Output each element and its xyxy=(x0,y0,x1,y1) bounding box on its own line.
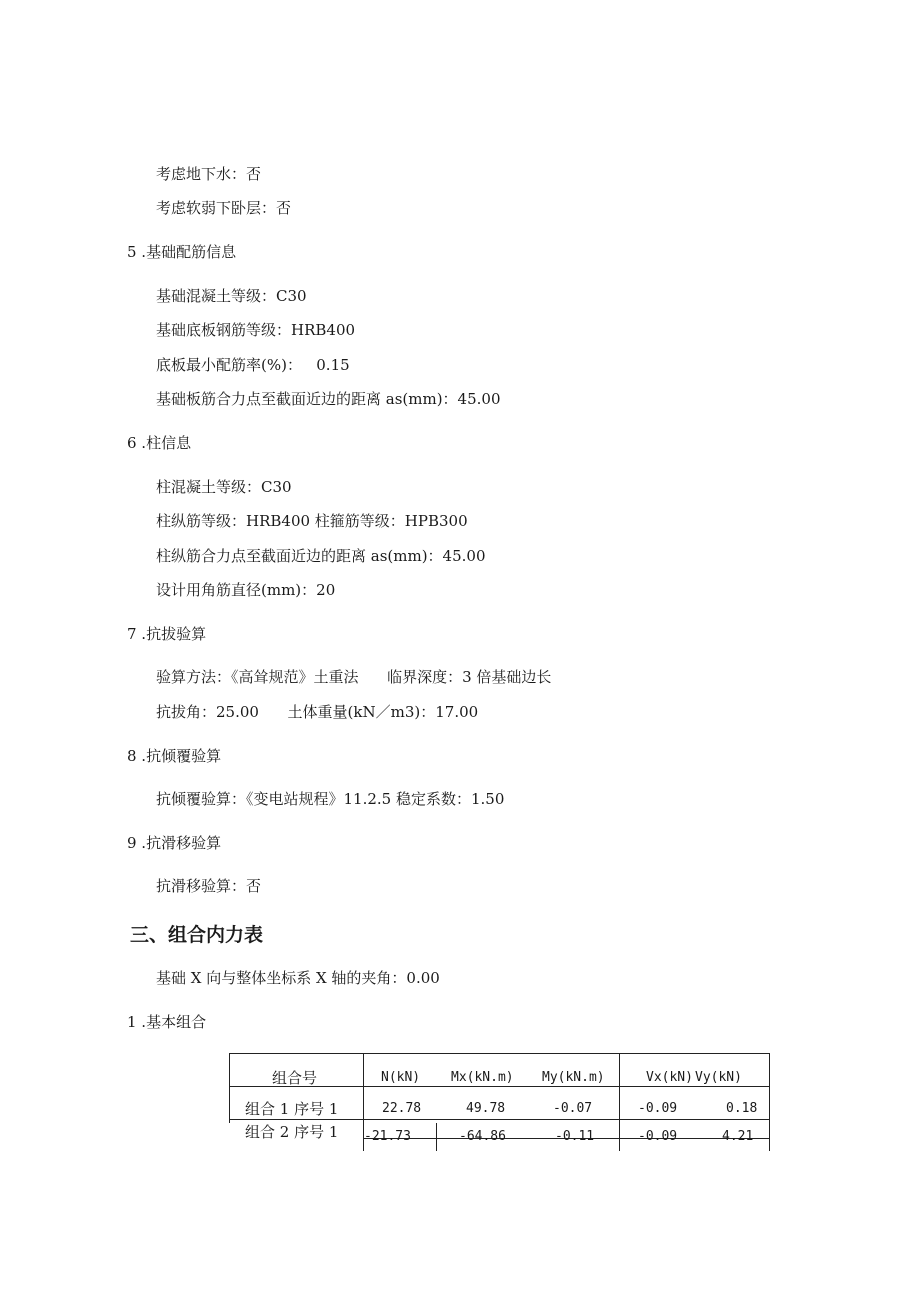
table-cell: 0.18 xyxy=(726,1101,758,1116)
col-rebar-line: 柱纵筋等级：HRB400 柱箍筋等级：HPB300 xyxy=(156,512,468,530)
overturn-line: 抗倾覆验算：《变电站规程》11.2.5 稳定系数：1.50 xyxy=(156,790,505,808)
as-col-line: 柱纵筋合力点至截面近边的距离 as(mm)：45.00 xyxy=(156,547,486,565)
section-9-title: 9 .抗滑移验算 xyxy=(127,834,222,852)
table-cell: -0.09 xyxy=(638,1101,678,1116)
col-concrete-line: 柱混凝土等级：C30 xyxy=(156,478,292,496)
uplift-angle-line: 抗拔角：25.00 土体重量(kN／m3)：17.00 xyxy=(156,703,479,721)
sliding-line: 抗滑移验算：否 xyxy=(156,877,262,895)
section-7-title: 7 .抗拔验算 xyxy=(127,625,207,643)
table-cell: -0.07 xyxy=(553,1101,593,1116)
table-header-cell: N(kN) xyxy=(381,1070,421,1085)
force-table xyxy=(229,1053,770,1151)
basic-combination-title: 1 .基本组合 xyxy=(127,1013,207,1031)
table-header-cell: 组合号 xyxy=(272,1069,318,1087)
section-6-title: 6 .柱信息 xyxy=(127,434,192,452)
table-cell: 49.78 xyxy=(466,1101,506,1116)
section-5-title: 5 .基础配筋信息 xyxy=(127,243,237,261)
found-rebar-line: 基础底板钢筋等级：HRB400 xyxy=(156,321,356,339)
corner-bar-line: 设计用角筋直径(mm)：20 xyxy=(156,581,336,599)
heading-3: 三、组合内力表 xyxy=(130,924,264,946)
min-ratio-line: 底板最小配筋率(%)： 0.15 xyxy=(156,356,350,374)
table-cell: -0.09 xyxy=(638,1129,678,1144)
uplift-method-line: 验算方法：《高耸规范》土重法 临界深度：3 倍基础边长 xyxy=(156,668,552,686)
groundwater-line: 考虑地下水：否 xyxy=(156,165,262,183)
section-8-title: 8 .抗倾覆验算 xyxy=(127,747,222,765)
table-cell: -21.73 xyxy=(364,1129,411,1144)
as-found-line: 基础板筋合力点至截面近边的距离 as(mm)：45.00 xyxy=(156,390,501,408)
table-header-cell: My(kN.m) xyxy=(542,1070,605,1085)
table-cell: 22.78 xyxy=(382,1101,422,1116)
table-header-cell: Vx(kN) xyxy=(646,1070,693,1085)
weak-layer-line: 考虑软弱下卧层：否 xyxy=(156,199,292,217)
table-cell: -0.11 xyxy=(555,1129,595,1144)
angle-line: 基础 X 向与整体坐标系 X 轴的夹角：0.00 xyxy=(156,969,440,987)
table-cell: 组合 1 序号 1 xyxy=(245,1100,339,1118)
table-cell: 组合 2 序号 1 xyxy=(245,1123,339,1141)
table-header-cell: Vy(kN) xyxy=(695,1070,742,1085)
found-concrete-line: 基础混凝土等级：C30 xyxy=(156,287,307,305)
table-header-cell: Mx(kN.m) xyxy=(451,1070,514,1085)
table-cell: 4.21 xyxy=(722,1129,754,1144)
table-cell: -64.86 xyxy=(459,1129,506,1144)
